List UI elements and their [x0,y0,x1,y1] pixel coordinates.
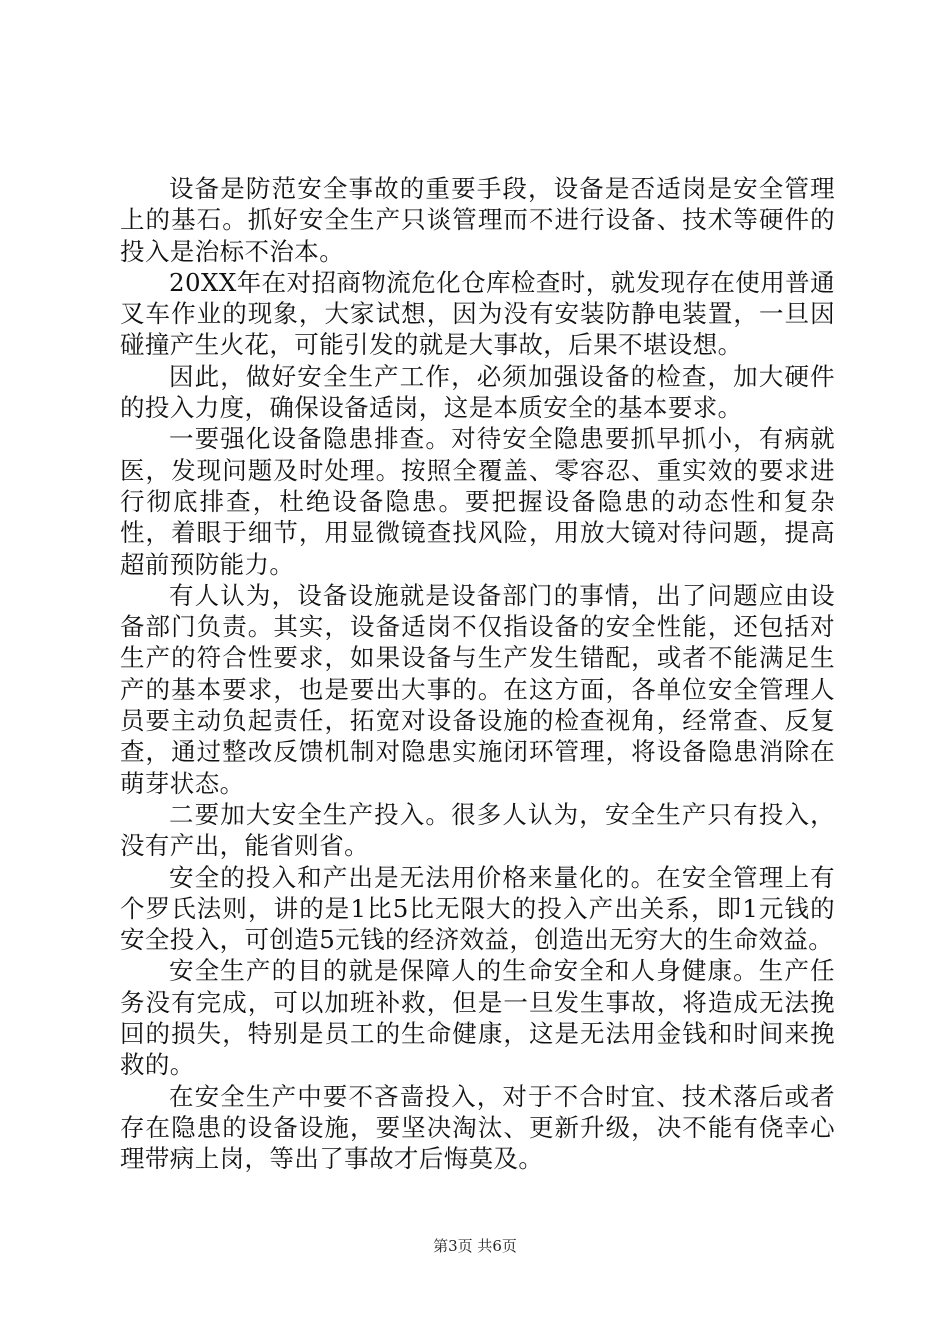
page-number-label: 第3页 共6页 [433,1237,517,1255]
paragraph-7: 安全的投入和产出是无法用价格来量化的。在安全管理上有个罗氏法则，讲的是1比5比无限大的投入产出关系，即1元钱的安全投入，可创造5元钱的经济效益，创造出无穷大的生命效益。 [120,862,835,955]
paragraph-6: 二要加大安全生产投入。很多人认为，安全生产只有投入，没有产出，能省则省。 [120,799,835,861]
paragraph-2: 20XX年在对招商物流危化仓库检查时，就发现存在使用普通叉车作业的现象，大家试想，因为没有安装防静电装置，一旦因碰撞产生火花，可能引发的就是大事故，后果不堪设想。 [120,267,835,360]
paragraph-8: 安全生产的目的就是保障人的生命安全和人身健康。生产任务没有完成，可以加班补救，但是一旦发生事故，将造成无法挽回的损失，特别是员工的生命健康，这是无法用金钱和时间来挽救的。 [120,956,835,1080]
paragraph-5: 有人认为，设备设施就是设备部门的事情，出了问题应由设备部门负责。其实，设备适岗不仅指设备的安全性能，还包括对生产的符合性要求，如果设备与生产发生错配，或者不能满足生产的基本要求，也是要出大事的。在这方面，各单位安全管理人员要主动负起责任，拓宽对设备设施的检查视角，经常查、反复查，通过整改反馈机制对隐患实施闭环管理，将设备隐患消除在萌芽状态。 [120,580,835,798]
page-footer [0,1236,950,1256]
paragraph-3: 因此，做好安全生产工作，必须加强设备的检查，加大硬件的投入力度，确保设备适岗，这是本质安全的基本要求。 [120,361,835,423]
document-body [120,173,835,1175]
paragraph-9: 在安全生产中要不吝啬投入，对于不合时宜、技术落后或者存在隐患的设备设施，要坚决淘汰、更新升级，决不能有侥幸心理带病上岗，等出了事故才后悔莫及。 [120,1081,835,1174]
paragraph-1: 设备是防范安全事故的重要手段，设备是否适岗是安全管理上的基石。抓好安全生产只谈管理而不进行设备、技术等硬件的投入是治标不治本。 [120,174,835,266]
paragraph-4: 一要强化设备隐患排查。对待安全隐患要抓早抓小，有病就医，发现问题及时处理。按照全覆盖、零容忍、重实效的要求进行彻底排查，杜绝设备隐患。要把握设备隐患的动态性和复杂性，着眼于细节，用显微镜查找风险，用放大镜对待问题，提高超前预防能力。 [120,424,835,579]
